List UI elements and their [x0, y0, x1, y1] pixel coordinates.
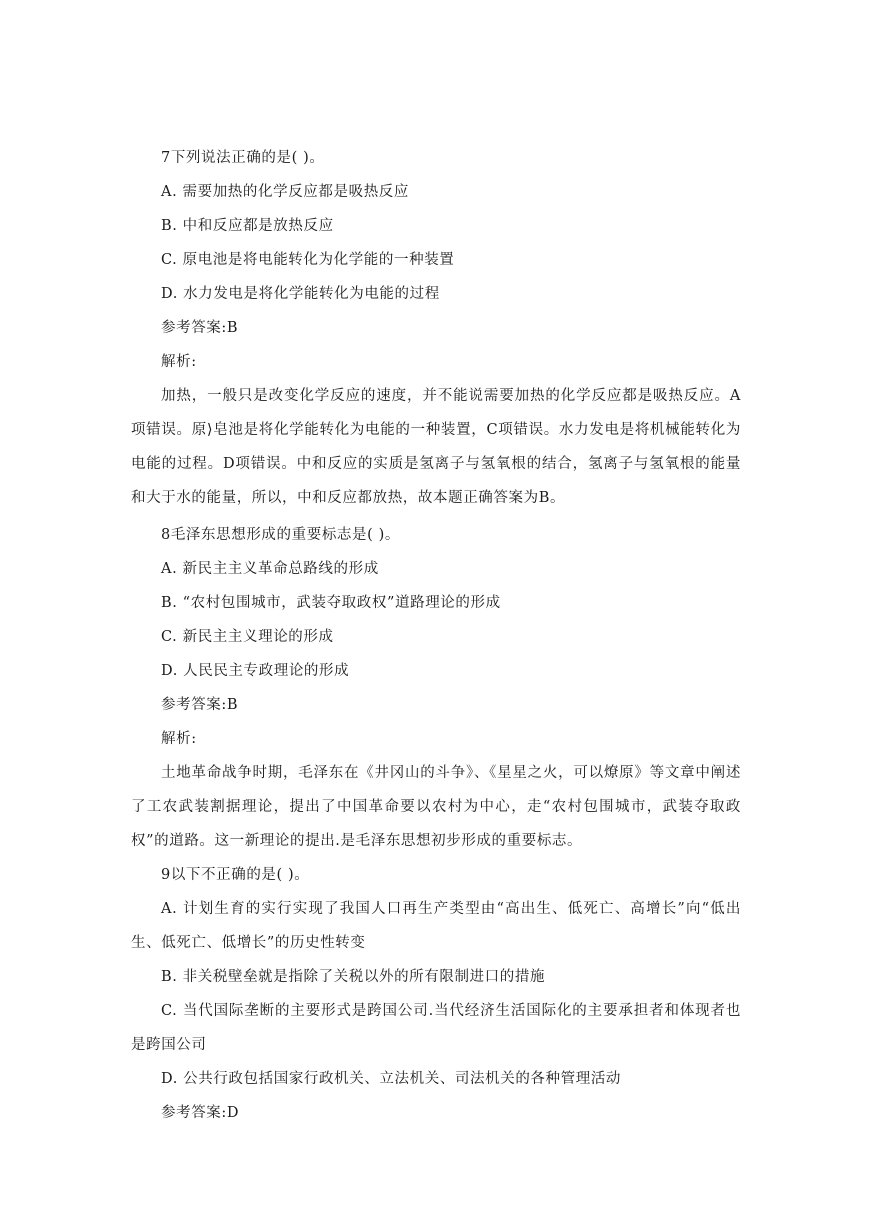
question-8-option-c: C. 新民主主义理论的形成 — [161, 629, 334, 645]
question-7: 7下列说法正确的是( )。 — [161, 150, 325, 166]
question-8-analysis-label: 解析: — [161, 731, 197, 747]
question-9-option-d: D. 公共行政包括国家行政机关、立法机关、司法机关的各种管理活动 — [161, 1071, 622, 1087]
question-9-option-b: B. 非关税壁垒就是指除了关税以外的所有限制进口的措施 — [161, 969, 546, 985]
question-7-analysis-label: 解析: — [161, 354, 197, 370]
question-7-answer: 参考答案:B — [161, 320, 239, 336]
question-8-option-d: D. 人民民主专政理论的形成 — [161, 663, 350, 679]
question-7-option-c: C. 原电池是将电能转化为化学能的一种装置 — [161, 252, 455, 268]
question-8: 8毛泽东思想形成的重要标志是( )。 — [161, 527, 400, 543]
question-8-analysis: 土地革命战争时期，毛泽东在《井冈山的斗争》、《星星之火，可以燎原》等文章中阐述了工农武装割据理论，提出了中国革命要以农村为中心，走“农村包围城市，武装夺取政权”的道路。这一新理论的提出.是毛泽东思想初步形成的重要标志。 — [131, 765, 741, 849]
question-7-option-d: D. 水力发电是将化学能转化为电能的过程 — [161, 286, 440, 302]
question-9-option-c: C. 当代国际垄断的主要形式是跨国公司.当代经济生活国际化的主要承担者和体现者也是跨国公司 — [131, 1003, 741, 1053]
question-7-analysis: 加热，一般只是改变化学反应的速度，并不能说需要加热的化学反应都是吸热反应。A项错误。原⟩皂池是将化学能转化为电能的一种装置，C项错误。水力发电是将机械能转化为电能的过程。D项错误。中和反应的实质是氢离子与氢氧根的结合，氢离子与氢氧根的能量和大于水的能量，所以，中和反应都放热，故本题正确答案为B。 — [131, 388, 741, 506]
question-8-answer: 参考答案:B — [161, 697, 239, 713]
question-8-option-a: A. 新民主主义革命总路线的形成 — [161, 561, 379, 577]
question-9: 9以下不正确的是( )。 — [161, 867, 310, 883]
question-8-option-b: B. “农村包围城市，武装夺取政权”道路理论的形成 — [161, 595, 501, 611]
question-7-option-b: B. 中和反应都是放热反应 — [161, 218, 334, 234]
question-9-option-a: A. 计划生育的实行实现了我国人口再生产类型由“高出生、低死亡、高增长”向“低出生、低死亡、低增长”的历史性转变 — [131, 901, 741, 951]
question-9-answer: 参考答案:D — [161, 1105, 240, 1121]
question-7-option-a: A. 需要加热的化学反应都是吸热反应 — [161, 184, 409, 200]
